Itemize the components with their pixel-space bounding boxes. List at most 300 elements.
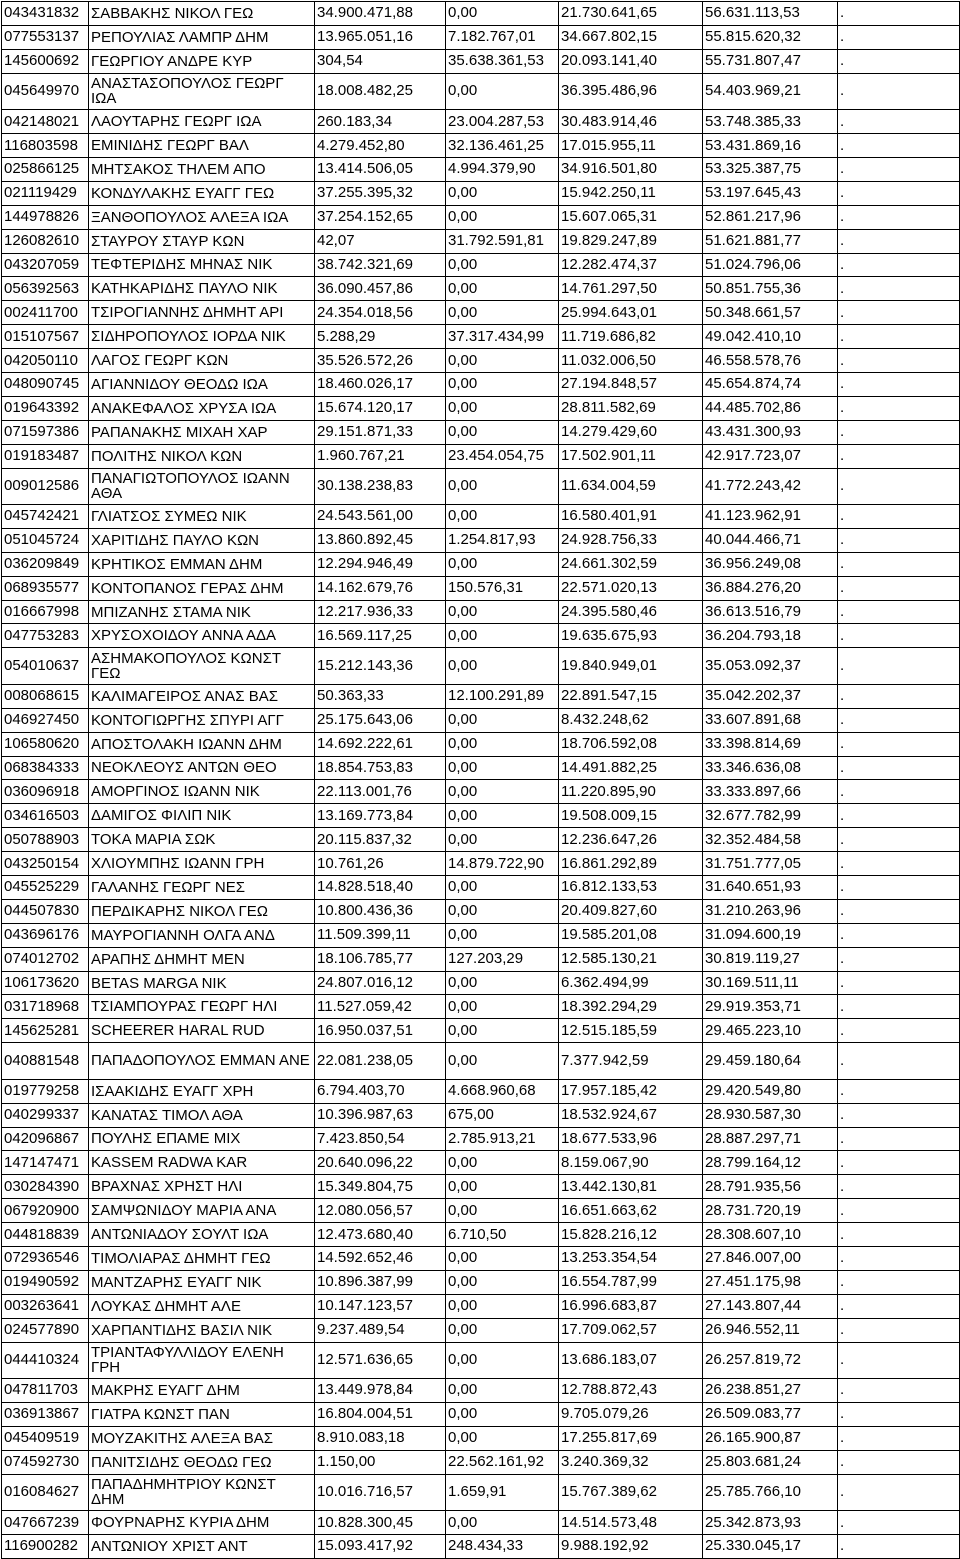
trailing-cell: . [838, 576, 960, 600]
total-cell: 53.431.869,16 [703, 134, 838, 158]
name-cell: ΛΑΓΟΣ ΓΕΩΡΓ ΚΩΝ [89, 349, 315, 373]
trailing-cell: . [838, 301, 960, 325]
amount-cell-1: 22.113.001,76 [315, 780, 446, 804]
name-cell: ΑΝΤΩΝΙΑΔΟΥ ΣΟΥΛΤ ΙΩΑ [89, 1223, 315, 1247]
name-cell: ΓΙΑΤΡΑ ΚΩΝΣΤ ΠΑΝ [89, 1402, 315, 1426]
name-cell: ΧΡΥΣΟΧΟΙΔΟΥ ΑΝΝΑ ΑΔΑ [89, 624, 315, 648]
total-cell: 44.485.702,86 [703, 396, 838, 420]
amount-cell-3: 15.767.389,62 [559, 1474, 703, 1511]
afm-cell: 048090745 [2, 372, 89, 396]
table-row [2, 301, 960, 325]
total-cell: 55.815.620,32 [703, 25, 838, 49]
table-row [2, 1402, 960, 1426]
name-cell: ΑΡΑΠΗΣ ΔΗΜΗΤ ΜΕΝ [89, 947, 315, 971]
afm-cell: 045525229 [2, 876, 89, 900]
total-cell: 28.791.935,56 [703, 1175, 838, 1199]
table-row [2, 576, 960, 600]
amount-cell-3: 30.483.914,46 [559, 110, 703, 134]
amount-cell-1: 24.354.018,56 [315, 301, 446, 325]
name-cell: ΦΟΥΡΝΑΡΗΣ ΚΥΡΙΑ ΔΗΜ [89, 1511, 315, 1535]
amount-cell-1: 10.396.987,63 [315, 1103, 446, 1127]
amount-cell-2: 0,00 [446, 1175, 559, 1199]
name-cell: ΓΛΙΑΤΣΟΣ ΣΥΜΕΩ ΝΙΚ [89, 505, 315, 529]
trailing-cell: . [838, 552, 960, 576]
trailing-cell: . [838, 1270, 960, 1294]
afm-cell: 015107567 [2, 325, 89, 349]
afm-cell: 021119429 [2, 181, 89, 205]
amount-cell-3: 12.236.647,26 [559, 828, 703, 852]
total-cell: 28.930.587,30 [703, 1103, 838, 1127]
name-cell: ΑΣΗΜΑΚΟΠΟΥΛΟΣ ΚΩΝΣΤ ΓΕΩ [89, 648, 315, 685]
name-cell: ΜΗΤΣΑΚΟΣ ΤΗΛΕΜ ΑΠΟ [89, 157, 315, 181]
afm-cell: 056392563 [2, 277, 89, 301]
amount-cell-3: 13.253.354,54 [559, 1246, 703, 1270]
amount-cell-2: 0,00 [446, 1294, 559, 1318]
amount-cell-3: 12.585.130,21 [559, 947, 703, 971]
amount-cell-2: 23.454.054,75 [446, 444, 559, 468]
amount-cell-1: 15.212.143,36 [315, 648, 446, 685]
table-row [2, 876, 960, 900]
amount-cell-1: 18.106.785,77 [315, 947, 446, 971]
amount-cell-2: 0,00 [446, 708, 559, 732]
table-row [2, 444, 960, 468]
amount-cell-1: 304,54 [315, 49, 446, 73]
total-cell: 30.819.119,27 [703, 947, 838, 971]
trailing-cell: . [838, 181, 960, 205]
amount-cell-3: 24.928.756,33 [559, 528, 703, 552]
amount-cell-1: 10.828.300,45 [315, 1511, 446, 1535]
afm-cell: 126082610 [2, 229, 89, 253]
trailing-cell: . [838, 1043, 960, 1080]
table-row [2, 899, 960, 923]
trailing-cell: . [838, 157, 960, 181]
table-row [2, 49, 960, 73]
afm-cell: 042148021 [2, 110, 89, 134]
total-cell: 27.451.175,98 [703, 1270, 838, 1294]
amount-cell-2: 0,00 [446, 1426, 559, 1450]
amount-cell-2: 0,00 [446, 648, 559, 685]
trailing-cell: . [838, 1246, 960, 1270]
amount-cell-1: 37.255.395,32 [315, 181, 446, 205]
amount-cell-2: 0,00 [446, 1246, 559, 1270]
table-row [2, 420, 960, 444]
amount-cell-3: 9.705.079,26 [559, 1402, 703, 1426]
name-cell: ΛΟΥΚΑΣ ΔΗΜΗΤ ΑΛΕ [89, 1294, 315, 1318]
table-row [2, 995, 960, 1019]
total-cell: 31.094.600,19 [703, 923, 838, 947]
table-row [2, 157, 960, 181]
table-row [2, 828, 960, 852]
total-cell: 42.917.723,07 [703, 444, 838, 468]
trailing-cell: . [838, 1223, 960, 1247]
afm-cell: 043431832 [2, 2, 89, 26]
total-cell: 25.803.681,24 [703, 1450, 838, 1474]
trailing-cell: . [838, 876, 960, 900]
amount-cell-1: 18.008.482,25 [315, 73, 446, 110]
afm-cell: 145600692 [2, 49, 89, 73]
total-cell: 32.677.782,99 [703, 804, 838, 828]
trailing-cell: . [838, 505, 960, 529]
afm-cell: 077553137 [2, 25, 89, 49]
amount-cell-1: 7.423.850,54 [315, 1127, 446, 1151]
total-cell: 35.042.202,37 [703, 684, 838, 708]
table-row [2, 229, 960, 253]
trailing-cell: . [838, 1318, 960, 1342]
name-cell: ΣΑΜΨΩΝΙΔΟΥ ΜΑΡΙΑ ΑΝΑ [89, 1199, 315, 1223]
amount-cell-1: 12.080.056,57 [315, 1199, 446, 1223]
afm-cell: 147147471 [2, 1151, 89, 1175]
table-row [2, 624, 960, 648]
name-cell: ΚΟΝΤΟΠΑΝΟΣ ΓΕΡΑΣ ΔΗΜ [89, 576, 315, 600]
amount-cell-1: 14.692.222,61 [315, 732, 446, 756]
amount-cell-2: 675,00 [446, 1103, 559, 1127]
trailing-cell: . [838, 396, 960, 420]
amount-cell-2: 0,00 [446, 923, 559, 947]
table-row [2, 648, 960, 685]
total-cell: 25.330.045,17 [703, 1534, 838, 1558]
table-row [2, 325, 960, 349]
amount-cell-2: 0,00 [446, 301, 559, 325]
trailing-cell: . [838, 1079, 960, 1103]
afm-cell: 051045724 [2, 528, 89, 552]
amount-cell-2: 12.100.291,89 [446, 684, 559, 708]
amount-cell-3: 11.220.895,90 [559, 780, 703, 804]
total-cell: 31.751.777,05 [703, 852, 838, 876]
amount-cell-1: 12.571.636,65 [315, 1342, 446, 1379]
amount-cell-3: 9.988.192,92 [559, 1534, 703, 1558]
table-row [2, 1019, 960, 1043]
amount-cell-3: 19.585.201,08 [559, 923, 703, 947]
name-cell: ΠΟΛΙΤΗΣ ΝΙΚΟΛ ΚΩΝ [89, 444, 315, 468]
amount-cell-1: 10.800.436,36 [315, 899, 446, 923]
name-cell: ΠΕΡΔΙΚΑΡΗΣ ΝΙΚΟΛ ΓΕΩ [89, 899, 315, 923]
total-cell: 51.024.796,06 [703, 253, 838, 277]
name-cell: ΞΑΝΘΟΠΟΥΛΟΣ ΑΛΕΞΑ ΙΩΑ [89, 205, 315, 229]
amount-cell-1: 6.794.403,70 [315, 1079, 446, 1103]
amount-cell-3: 16.861.292,89 [559, 852, 703, 876]
trailing-cell: . [838, 708, 960, 732]
amount-cell-3: 19.508.009,15 [559, 804, 703, 828]
name-cell: ΚΑΝΑΤΑΣ ΤΙΜΟΛ ΑΘΑ [89, 1103, 315, 1127]
amount-cell-3: 22.571.020,13 [559, 576, 703, 600]
name-cell: ΑΠΟΣΤΟΛΑΚΗ ΙΩΑΝΝ ΔΗΜ [89, 732, 315, 756]
name-cell: ΤΟΚΑ ΜΑΡΙΑ ΣΩΚ [89, 828, 315, 852]
table-row [2, 1426, 960, 1450]
total-cell: 26.946.552,11 [703, 1318, 838, 1342]
table-row [2, 1043, 960, 1080]
amount-cell-2: 35.638.361,53 [446, 49, 559, 73]
trailing-cell: . [838, 923, 960, 947]
afm-cell: 045742421 [2, 505, 89, 529]
name-cell: ΣΙΔΗΡΟΠΟΥΛΟΣ ΙΟΡΔΑ ΝΙΚ [89, 325, 315, 349]
table-row [2, 1318, 960, 1342]
amount-cell-1: 11.509.399,11 [315, 923, 446, 947]
amount-cell-1: 13.169.773,84 [315, 804, 446, 828]
amount-cell-2: 0,00 [446, 1270, 559, 1294]
total-cell: 52.861.217,96 [703, 205, 838, 229]
trailing-cell: . [838, 600, 960, 624]
table-row [2, 1127, 960, 1151]
trailing-cell: . [838, 1511, 960, 1535]
trailing-cell: . [838, 828, 960, 852]
amount-cell-3: 18.677.533,96 [559, 1127, 703, 1151]
amount-cell-1: 15.349.804,75 [315, 1175, 446, 1199]
afm-cell: 008068615 [2, 684, 89, 708]
amount-cell-3: 16.812.133,53 [559, 876, 703, 900]
afm-cell: 116803598 [2, 134, 89, 158]
afm-cell: 016084627 [2, 1474, 89, 1511]
amount-cell-3: 27.194.848,57 [559, 372, 703, 396]
table-row [2, 505, 960, 529]
amount-cell-1: 36.090.457,86 [315, 277, 446, 301]
table-row [2, 1450, 960, 1474]
amount-cell-1: 35.526.572,26 [315, 349, 446, 373]
table-row [2, 134, 960, 158]
total-cell: 53.748.385,33 [703, 110, 838, 134]
amount-cell-2: 14.879.722,90 [446, 852, 559, 876]
total-cell: 33.607.891,68 [703, 708, 838, 732]
total-cell: 45.654.874,74 [703, 372, 838, 396]
amount-cell-1: 42,07 [315, 229, 446, 253]
amount-cell-3: 17.502.901,11 [559, 444, 703, 468]
amount-cell-3: 21.730.641,65 [559, 2, 703, 26]
amount-cell-2: 7.182.767,01 [446, 25, 559, 49]
table-row [2, 205, 960, 229]
total-cell: 36.956.249,08 [703, 552, 838, 576]
records-table [1, 1, 960, 1559]
afm-cell: 019490592 [2, 1270, 89, 1294]
amount-cell-2: 0,00 [446, 600, 559, 624]
total-cell: 29.420.549,80 [703, 1079, 838, 1103]
trailing-cell: . [838, 2, 960, 26]
total-cell: 33.346.636,08 [703, 756, 838, 780]
name-cell: ΚΡΗΤΙΚΟΣ ΕΜΜΑΝ ΔΗΜ [89, 552, 315, 576]
table-row [2, 804, 960, 828]
trailing-cell: . [838, 1426, 960, 1450]
total-cell: 36.613.516,79 [703, 600, 838, 624]
afm-cell: 044410324 [2, 1342, 89, 1379]
amount-cell-2: 0,00 [446, 505, 559, 529]
afm-cell: 145625281 [2, 1019, 89, 1043]
trailing-cell: . [838, 1379, 960, 1403]
amount-cell-1: 13.414.506,05 [315, 157, 446, 181]
table-row [2, 372, 960, 396]
table-row [2, 780, 960, 804]
amount-cell-1: 8.910.083,18 [315, 1426, 446, 1450]
name-cell: SCHEERER HARAL RUD [89, 1019, 315, 1043]
amount-cell-3: 19.840.949,01 [559, 648, 703, 685]
name-cell: ΣΑΒΒΑΚΗΣ ΝΙΚΟΛ ΓΕΩ [89, 2, 315, 26]
afm-cell: 019183487 [2, 444, 89, 468]
name-cell: ΤΣΙΑΜΠΟΥΡΑΣ ΓΕΩΡΓ ΗΛΙ [89, 995, 315, 1019]
trailing-cell: . [838, 528, 960, 552]
amount-cell-1: 37.254.152,65 [315, 205, 446, 229]
total-cell: 32.352.484,58 [703, 828, 838, 852]
amount-cell-3: 11.032.006,50 [559, 349, 703, 373]
name-cell: ΡΑΠΑΝΑΚΗΣ ΜΙΧΑΗ ΧΑΡ [89, 420, 315, 444]
trailing-cell: . [838, 420, 960, 444]
name-cell: ΓΕΩΡΓΙΟΥ ΑΝΔΡΕ ΚΥΡ [89, 49, 315, 73]
afm-cell: 042096867 [2, 1127, 89, 1151]
amount-cell-2: 4.668.960,68 [446, 1079, 559, 1103]
amount-cell-2: 0,00 [446, 1402, 559, 1426]
amount-cell-2: 4.994.379,90 [446, 157, 559, 181]
amount-cell-3: 17.709.062,57 [559, 1318, 703, 1342]
amount-cell-3: 8.432.248,62 [559, 708, 703, 732]
amount-cell-1: 14.828.518,40 [315, 876, 446, 900]
table-row [2, 1342, 960, 1379]
afm-cell: 045409519 [2, 1426, 89, 1450]
amount-cell-3: 20.409.827,60 [559, 899, 703, 923]
trailing-cell: . [838, 277, 960, 301]
table-row [2, 1151, 960, 1175]
amount-cell-2: 0,00 [446, 971, 559, 995]
amount-cell-3: 20.093.141,40 [559, 49, 703, 73]
total-cell: 31.640.651,93 [703, 876, 838, 900]
amount-cell-2: 0,00 [446, 552, 559, 576]
name-cell: ΑΜΟΡΓΙΝΟΣ ΙΩΑΝΝ ΝΙΚ [89, 780, 315, 804]
trailing-cell: . [838, 1534, 960, 1558]
table-row [2, 1534, 960, 1558]
total-cell: 29.459.180,64 [703, 1043, 838, 1080]
trailing-cell: . [838, 253, 960, 277]
trailing-cell: . [838, 804, 960, 828]
total-cell: 40.044.466,71 [703, 528, 838, 552]
afm-cell: 045649970 [2, 73, 89, 110]
table-row [2, 468, 960, 505]
name-cell: ΑΓΙΑΝΝΙΔΟΥ ΘΕΟΔΩ ΙΩΑ [89, 372, 315, 396]
amount-cell-1: 34.900.471,88 [315, 2, 446, 26]
total-cell: 33.333.897,66 [703, 780, 838, 804]
amount-cell-3: 36.395.486,96 [559, 73, 703, 110]
afm-cell: 025866125 [2, 157, 89, 181]
trailing-cell: . [838, 1474, 960, 1511]
amount-cell-1: 13.860.892,45 [315, 528, 446, 552]
total-cell: 26.509.083,77 [703, 1402, 838, 1426]
total-cell: 54.403.969,21 [703, 73, 838, 110]
total-cell: 36.884.276,20 [703, 576, 838, 600]
amount-cell-3: 12.282.474,37 [559, 253, 703, 277]
amount-cell-1: 13.965.051,16 [315, 25, 446, 49]
table-row [2, 1474, 960, 1511]
trailing-cell: . [838, 444, 960, 468]
amount-cell-3: 24.395.580,46 [559, 600, 703, 624]
name-cell: ΑΝΤΩΝΙΟΥ ΧΡΙΣΤ ΑΝΤ [89, 1534, 315, 1558]
afm-cell: 047667239 [2, 1511, 89, 1535]
afm-cell: 044507830 [2, 899, 89, 923]
afm-cell: 144978826 [2, 205, 89, 229]
amount-cell-2: 0,00 [446, 73, 559, 110]
afm-cell: 068935577 [2, 576, 89, 600]
amount-cell-3: 22.891.547,15 [559, 684, 703, 708]
amount-cell-2: 0,00 [446, 349, 559, 373]
amount-cell-2: 0,00 [446, 756, 559, 780]
amount-cell-3: 14.491.882,25 [559, 756, 703, 780]
amount-cell-2: 0,00 [446, 420, 559, 444]
table-row [2, 947, 960, 971]
afm-cell: 036096918 [2, 780, 89, 804]
amount-cell-3: 17.255.817,69 [559, 1426, 703, 1450]
name-cell: ΠΟΥΛΗΣ ΕΠΑΜΕ ΜΙΧ [89, 1127, 315, 1151]
amount-cell-2: 2.785.913,21 [446, 1127, 559, 1151]
afm-cell: 042050110 [2, 349, 89, 373]
amount-cell-1: 10.147.123,57 [315, 1294, 446, 1318]
total-cell: 25.342.873,93 [703, 1511, 838, 1535]
table-row [2, 971, 960, 995]
amount-cell-3: 18.392.294,29 [559, 995, 703, 1019]
afm-cell: 116900282 [2, 1534, 89, 1558]
amount-cell-1: 10.761,26 [315, 852, 446, 876]
table-row [2, 1223, 960, 1247]
amount-cell-1: 18.460.026,17 [315, 372, 446, 396]
afm-cell: 031718968 [2, 995, 89, 1019]
trailing-cell: . [838, 325, 960, 349]
name-cell: ΚΑΤΗΚΑΡΙΔΗΣ ΠΑΥΛΟ ΝΙΚ [89, 277, 315, 301]
amount-cell-3: 19.829.247,89 [559, 229, 703, 253]
total-cell: 27.143.807,44 [703, 1294, 838, 1318]
total-cell: 41.772.243,42 [703, 468, 838, 505]
name-cell: ΓΑΛΑΝΗΣ ΓΕΩΡΓ ΝΕΣ [89, 876, 315, 900]
table-row [2, 25, 960, 49]
name-cell: ΑΝΑΚΕΦΑΛΟΣ ΧΡΥΣΑ ΙΩΑ [89, 396, 315, 420]
amount-cell-2: 127.203,29 [446, 947, 559, 971]
trailing-cell: . [838, 1127, 960, 1151]
amount-cell-2: 23.004.287,53 [446, 110, 559, 134]
amount-cell-2: 0,00 [446, 899, 559, 923]
name-cell: ΙΣΑΑΚΙΔΗΣ ΕΥΑΓΓ ΧΡΗ [89, 1079, 315, 1103]
table-row [2, 1379, 960, 1403]
name-cell: ΜΟΥΖΑΚΙΤΗΣ ΑΛΕΞΑ ΒΑΣ [89, 1426, 315, 1450]
amount-cell-3: 24.661.302,59 [559, 552, 703, 576]
amount-cell-2: 32.136.461,25 [446, 134, 559, 158]
afm-cell: 030284390 [2, 1175, 89, 1199]
amount-cell-2: 150.576,31 [446, 576, 559, 600]
trailing-cell: . [838, 1199, 960, 1223]
total-cell: 28.799.164,12 [703, 1151, 838, 1175]
amount-cell-3: 11.634.004,59 [559, 468, 703, 505]
amount-cell-2: 0,00 [446, 1379, 559, 1403]
afm-cell: 050788903 [2, 828, 89, 852]
amount-cell-2: 0,00 [446, 1199, 559, 1223]
name-cell: ΠΑΠΑΔΗΜΗΤΡΙΟΥ ΚΩΝΣΤ ΔΗΜ [89, 1474, 315, 1511]
amount-cell-3: 17.015.955,11 [559, 134, 703, 158]
amount-cell-2: 37.317.434,99 [446, 325, 559, 349]
name-cell: ΧΑΡΠΑΝΤΙΔΗΣ ΒΑΣΙΛ ΝΙΚ [89, 1318, 315, 1342]
total-cell: 26.257.819,72 [703, 1342, 838, 1379]
afm-cell: 067920900 [2, 1199, 89, 1223]
amount-cell-1: 30.138.238,83 [315, 468, 446, 505]
afm-cell: 043696176 [2, 923, 89, 947]
trailing-cell: . [838, 756, 960, 780]
amount-cell-2: 0,00 [446, 1511, 559, 1535]
trailing-cell: . [838, 852, 960, 876]
total-cell: 50.348.661,57 [703, 301, 838, 325]
name-cell: ΜΑΝΤΖΑΡΗΣ ΕΥΑΓΓ ΝΙΚ [89, 1270, 315, 1294]
amount-cell-2: 0,00 [446, 253, 559, 277]
name-cell: ΤΡΙΑΝΤΑΦΥΛΛΙΔΟΥ ΕΛΕΝΗ ΓΡΗ [89, 1342, 315, 1379]
table-row [2, 852, 960, 876]
total-cell: 33.398.814,69 [703, 732, 838, 756]
amount-cell-1: 12.294.946,49 [315, 552, 446, 576]
table-row [2, 349, 960, 373]
total-cell: 27.846.007,00 [703, 1246, 838, 1270]
afm-cell: 019779258 [2, 1079, 89, 1103]
amount-cell-1: 20.640.096,22 [315, 1151, 446, 1175]
table-row [2, 528, 960, 552]
afm-cell: 036913867 [2, 1402, 89, 1426]
amount-cell-3: 19.635.675,93 [559, 624, 703, 648]
trailing-cell: . [838, 1175, 960, 1199]
